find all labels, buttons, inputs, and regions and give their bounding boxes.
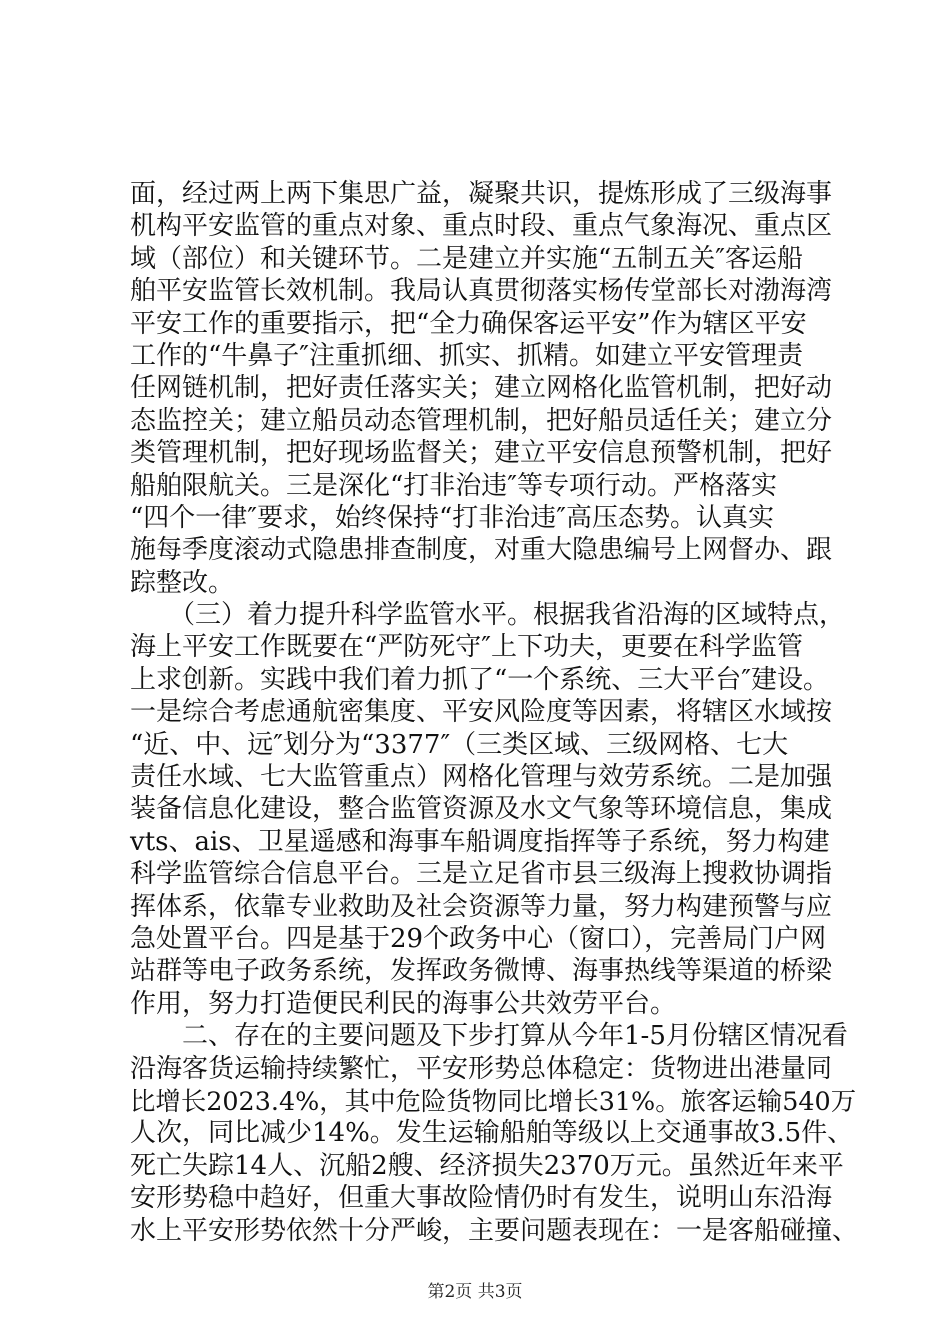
text-line: 二、存在的主要问题及下步打算从今年1-5月份辖区情况看 (130, 1021, 848, 1052)
text-line: 科学监管综合信息平台。三是立足省市县三级海上搜救协调指 (130, 859, 833, 890)
body-text (130, 178, 860, 1247)
text-line: 挥体系，依靠专业救助及社会资源等力量，努力构建预警与应 (130, 891, 833, 922)
text-line: 水上平安形势依然十分严峻，主要问题表现在：一是客船碰撞、 (130, 1215, 859, 1246)
text-line: 沿海客货运输持续繁忙，平安形势总体稳定：货物进出港量同 (130, 1053, 833, 1084)
text-line: 面，经过两上两下集思广益，凝聚共识，提炼形成了三级海事 (130, 179, 833, 209)
text-line: 任网链机制，把好责任落实关；建立网格化监管机制，把好动 (130, 373, 833, 404)
text-line: 人次，同比减少14%。发生运输船舶等级以上交通事故3.5件、 (130, 1118, 854, 1149)
text-line: 比增长2023.4%，其中危险货物同比增长31%。旅客运输540万 (130, 1085, 857, 1116)
text-line: 施每季度滚动式隐患排查制度，对重大隐患编号上网督办、跟 (130, 535, 833, 566)
text-line: 急处置平台。四是基于29个政务中心（窗口），完善局门户网 (130, 923, 827, 954)
page-number-label: 第2页 共3页 (427, 1282, 523, 1302)
text-line: 一是综合考虑通航密集度、平安风险度等因素，将辖区水域按 (130, 697, 833, 728)
text-line: 死亡失踪14人、沉船2艘、经济损失2370万元。虽然近年来平 (130, 1150, 844, 1181)
text-line: 安形势稳中趋好，但重大事故险情仍时有发生，说明山东沿海 (130, 1183, 833, 1214)
text-line: 类管理机制，把好现场监督关；建立平安信息预警机制，把好 (130, 438, 833, 469)
text-line: “四个一律″要求，始终保持“打非治违″高压态势。认真实 (130, 502, 775, 533)
text-line: 船舶限航关。三是深化“打非治违″等专项行动。严格落实 (130, 470, 778, 501)
page-footer (0, 1281, 950, 1303)
text-line: 舶平安监管长效机制。我局认真贯彻落实杨传堂部长对渤海湾 (130, 276, 833, 307)
text-line: 站群等电子政务系统，发挥政务微博、海事热线等渠道的桥梁 (130, 956, 833, 987)
text-line: 工作的“牛鼻子″注重抓细、抓实、抓精。如建立平安管理责 (130, 340, 804, 371)
text-line: 域（部位）和关键环节。二是建立并实施“五制五关″客运船 (130, 243, 804, 274)
text-line: 海上平安工作既要在“严防死守″上下功夫，更要在科学监管 (130, 632, 804, 663)
text-line: “近、中、远″划分为“3377″（三类区域、三级网格、七大 (130, 729, 789, 760)
text-line: （三）着力提升科学监管水平。根据我省沿海的区域特点， (130, 600, 846, 631)
text-line: 作用，努力打造便民利民的海事公共效劳平台。 (130, 988, 677, 1019)
text-line: 态监控关；建立船员动态管理机制，把好船员适任关；建立分 (130, 405, 833, 436)
text-line: 平安工作的重要指示，把“全力确保客运平安”作为辖区平安 (130, 308, 807, 339)
text-line: 踪整改。 (130, 567, 235, 598)
text-line: vts、ais、卫星遥感和海事车船调度指挥等子系统，努力构建 (130, 826, 830, 857)
text-line: 装备信息化建设，整合监管资源及水文气象等环境信息，集成 (130, 794, 833, 825)
text-line: 上求创新。实践中我们着力抓了“一个系统、三大平台″建设。 (130, 664, 830, 695)
text-line: 机构平安监管的重点对象、重点时段、重点气象海况、重点区 (130, 211, 833, 242)
text-line: 责任水域、七大监管重点）网格化管理与效劳系统。二是加强 (130, 762, 833, 793)
